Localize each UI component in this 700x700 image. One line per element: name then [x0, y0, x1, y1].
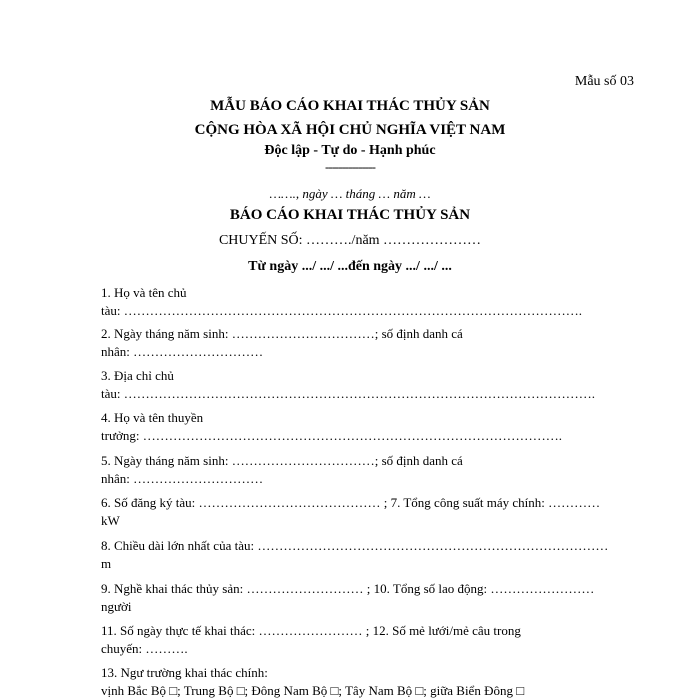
field-blank: nhân: …………………………	[101, 471, 264, 486]
field-blank: trưởng: …………………………………………………………………………………….	[101, 428, 562, 443]
field-fishing-gear-crew	[101, 580, 641, 616]
field-label: 2. Ngày tháng năm sinh: ……………………………; số định danh cá	[101, 326, 463, 341]
date-line: ……., ngày … tháng … năm …	[269, 186, 431, 201]
field-label: 9. Nghề khai thác thủy sản: ……………………… ; 10. Tổng số lao động: ……………………	[101, 581, 595, 596]
field-owner-name	[101, 284, 641, 320]
field-blank: tàu: ……………………………………………………………………………………………….	[101, 386, 595, 401]
field-options: vịnh Bắc Bộ □; Trung Bộ □; Đông Nam Bộ □; Tây Nam Bộ □; giữa Biển Đông □	[101, 683, 525, 698]
field-blank: m	[101, 556, 112, 571]
field-vessel-registration-power	[101, 494, 641, 530]
field-blank: nhân: …………………………	[101, 344, 264, 359]
field-captain-birth-id	[101, 452, 641, 488]
field-owner-address	[101, 367, 641, 403]
field-blank: kW	[101, 513, 120, 528]
field-label: 13. Ngư trường khai thác chính:	[101, 665, 268, 680]
national-motto: Độc lập - Tự do - Hạnh phúc	[264, 143, 436, 158]
field-captain-name	[101, 409, 641, 445]
field-label: 3. Địa chỉ chủ	[101, 368, 174, 383]
field-label: 4. Họ và tên thuyền	[101, 410, 204, 425]
form-number: Mẫu số 03	[574, 74, 634, 89]
field-blank: tàu: …………………………………………………………………………………………….	[101, 303, 582, 318]
field-label: 5. Ngày tháng năm sinh: ……………………………; số định danh cá	[101, 453, 463, 468]
report-period: Từ ngày .../ .../ ...đến ngày .../ .../ ...	[248, 259, 452, 274]
field-fishing-days-hauls	[101, 622, 641, 658]
field-fishing-ground	[101, 664, 641, 700]
field-label: 6. Số đăng ký tàu: …………………………………… ; 7. Tổng công suất máy chính: …………	[101, 495, 601, 510]
field-blank: người	[101, 599, 132, 614]
field-label: 8. Chiều dài lớn nhất của tàu: ………………………………………………………………………	[101, 538, 609, 553]
motto-divider: ---------------	[325, 159, 375, 174]
field-vessel-length	[101, 537, 641, 573]
form-title: MẪU BÁO CÁO KHAI THÁC THỦY SẢN	[210, 98, 490, 114]
country-name: CỘNG HÒA XÃ HỘI CHỦ NGHĨA VIỆT NAM	[194, 122, 506, 138]
field-label: 11. Số ngày thực tế khai thác: …………………… ; 12. Số mẻ lưới/mẻ câu trong	[101, 623, 521, 638]
field-blank: chuyến: ……….	[101, 641, 188, 656]
report-title: BÁO CÁO KHAI THÁC THỦY SẢN	[229, 207, 471, 223]
trip-number: CHUYẾN SỐ: ………./năm …………………	[218, 233, 482, 248]
field-label: 1. Họ và tên chủ	[101, 285, 187, 300]
field-owner-birth-id	[101, 325, 641, 361]
